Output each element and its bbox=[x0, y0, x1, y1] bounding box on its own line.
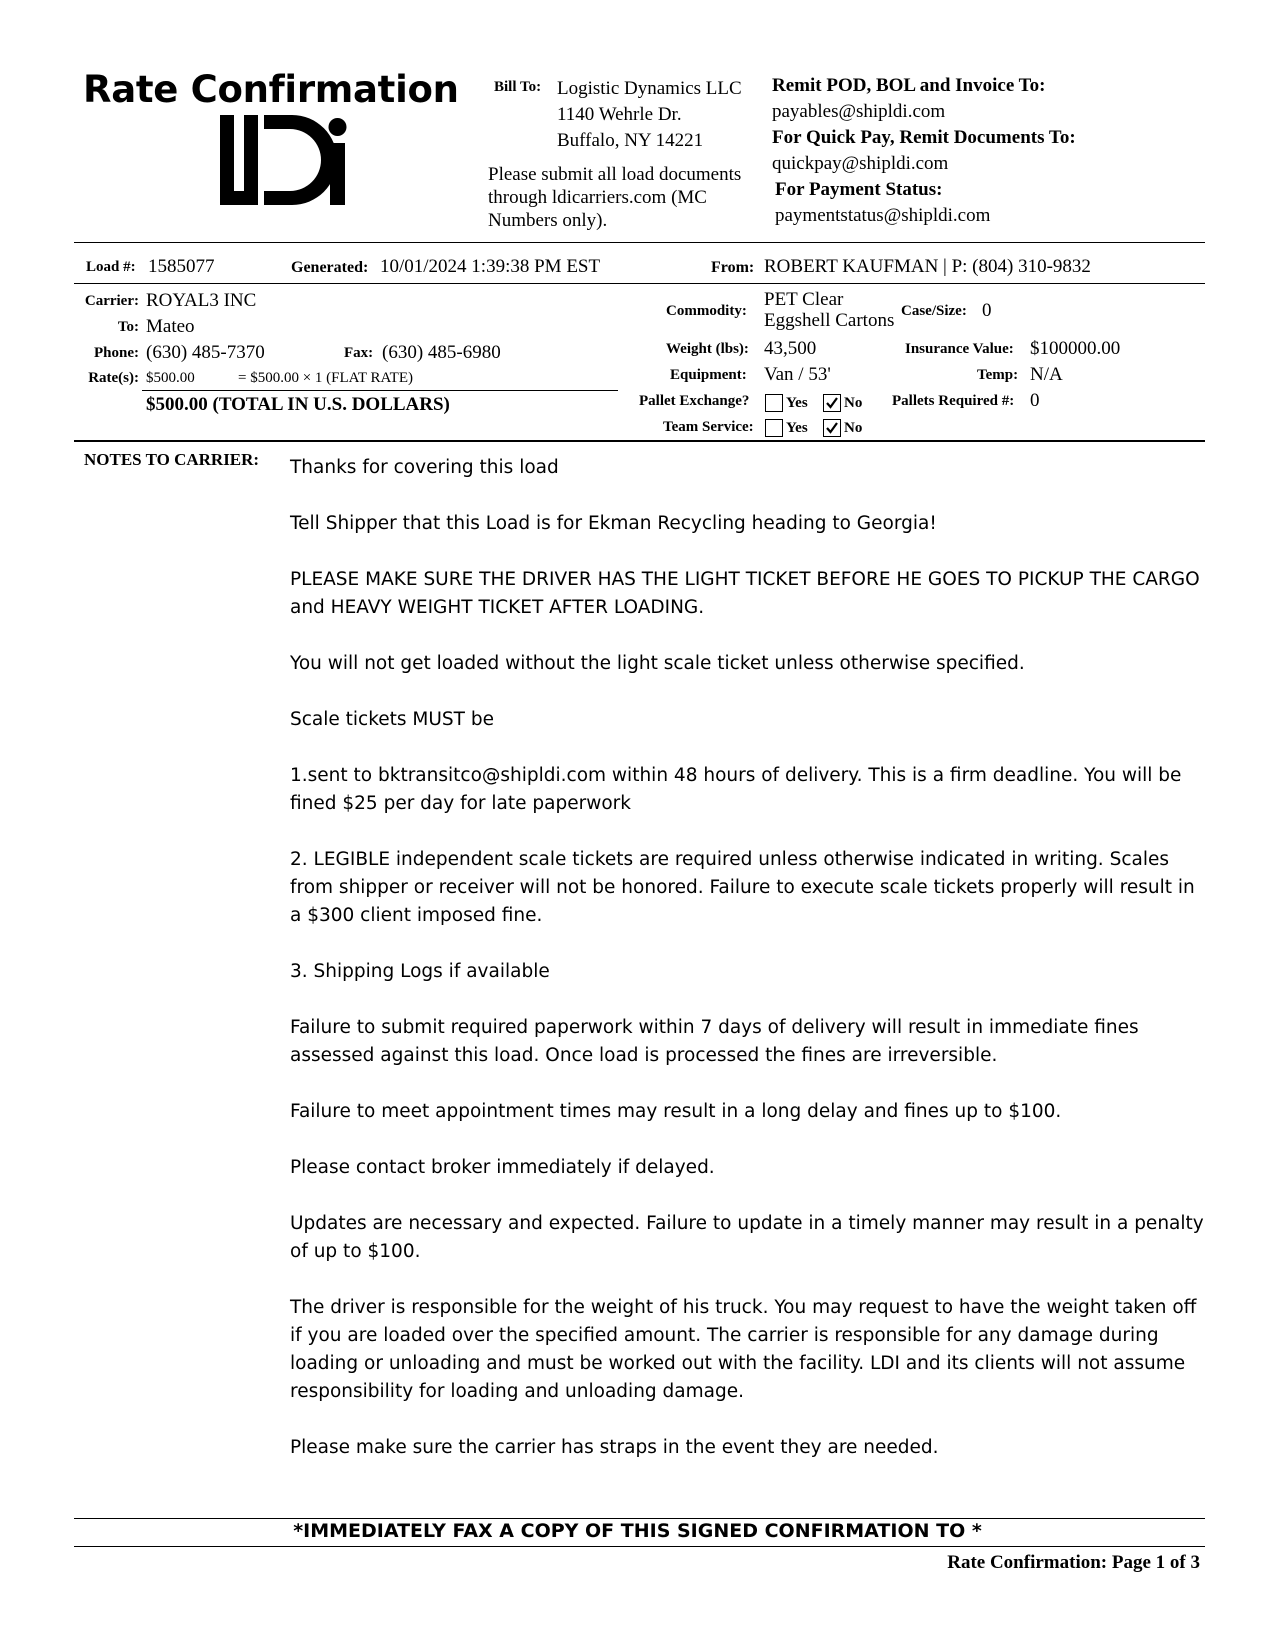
pallet-exchange-yes-checkbox[interactable] bbox=[765, 394, 783, 412]
divider-footer-top bbox=[74, 1518, 1205, 1519]
remit-email[interactable]: payables@shipldi.com bbox=[772, 101, 946, 122]
payment-status-email[interactable]: paymentstatus@shipldi.com bbox=[775, 205, 991, 226]
case-size-label: Case/Size: bbox=[901, 303, 967, 319]
pallet-exchange-no-label: No bbox=[844, 395, 863, 411]
commodity-value bbox=[764, 289, 894, 331]
equipment-value: Van / 53' bbox=[764, 364, 831, 385]
commodity-line: Eggshell Cartons bbox=[764, 310, 895, 331]
fax-notice: *IMMEDIATELY FAX A COPY OF THIS SIGNED CONFIRMATION TO * bbox=[293, 1520, 982, 1542]
generated-label: Generated: bbox=[291, 259, 369, 276]
notes-label: NOTES TO CARRIER: bbox=[84, 450, 260, 469]
divider-footer-bottom bbox=[74, 1546, 1205, 1547]
rate-formula: = $500.00 × 1 (FLAT RATE) bbox=[238, 370, 413, 386]
insurance-value: $100000.00 bbox=[1030, 338, 1121, 359]
pallets-required-value: 0 bbox=[1030, 390, 1040, 411]
payment-status-title: For Payment Status: bbox=[775, 179, 943, 200]
note-paragraph: Scale tickets MUST be bbox=[290, 709, 494, 730]
pallet-exchange-no-checkbox[interactable] bbox=[823, 394, 841, 412]
to-value: Mateo bbox=[146, 316, 195, 337]
note-paragraph: You will not get loaded without the light scale ticket unless otherwise specified. bbox=[290, 653, 1025, 674]
load-number-label: Load #: bbox=[86, 259, 136, 275]
temp-value: N/A bbox=[1030, 364, 1063, 385]
commodity-label: Commodity: bbox=[666, 303, 747, 319]
note-paragraph: Please contact broker immediately if delayed. bbox=[290, 1157, 715, 1178]
checkmark-icon bbox=[825, 396, 839, 410]
pallet-exchange-yes-label: Yes bbox=[786, 395, 808, 411]
bill-to-line: Buffalo, NY 14221 bbox=[557, 130, 704, 151]
phone-label: Phone: bbox=[94, 345, 139, 361]
remit-title: Remit POD, BOL and Invoice To: bbox=[772, 75, 1046, 96]
team-service-yes-checkbox[interactable] bbox=[765, 419, 783, 437]
team-service-no-label: No bbox=[844, 420, 863, 436]
note-paragraph: Tell Shipper that this Load is for Ekman Recycling heading to Georgia! bbox=[290, 513, 937, 534]
to-label: To: bbox=[117, 319, 139, 335]
team-service-yes-label: Yes bbox=[786, 420, 808, 436]
note-paragraph: 2. LEGIBLE independent scale tickets are required unless otherwise indicated in writing. Scales from shipper or receiver will not be honored. Failure to execute scale tickets properly will result in a $300 client imposed fine. bbox=[290, 849, 1195, 926]
fax-value: (630) 485-6980 bbox=[382, 342, 501, 363]
temp-label: Temp: bbox=[977, 367, 1019, 383]
divider-load bbox=[74, 283, 1205, 284]
load-number-value: 1585077 bbox=[148, 256, 215, 277]
note-paragraph: 1.sent to bktransitco@shipldi.com within 48 hours of delivery. This is a firm deadline. You will be fined $25 per day for late paperwork bbox=[290, 765, 1182, 814]
pallet-exchange-label: Pallet Exchange? bbox=[639, 393, 750, 409]
bill-to-label: Bill To: bbox=[494, 79, 542, 95]
carrier-value: ROYAL3 INC bbox=[146, 290, 257, 311]
fax-label: Fax: bbox=[344, 345, 374, 361]
bill-to-address bbox=[557, 76, 742, 154]
commodity-line: PET Clear bbox=[764, 289, 844, 310]
quickpay-email[interactable]: quickpay@shipldi.com bbox=[772, 153, 949, 174]
generated-value: 10/01/2024 1:39:38 PM EST bbox=[380, 256, 601, 277]
from-label: From: bbox=[711, 259, 755, 276]
note-paragraph: The driver is responsible for the weight of his truck. You may request to have the weight taken off if you are loaded over the specified amount. The carrier is responsible for any damage during loading or unloading and must be worked out with the facility. LDI and its clients will not assume responsibility for loading and unloading damage. bbox=[290, 1297, 1197, 1402]
submit-note-line: Numbers only). bbox=[488, 210, 608, 231]
submit-documents-note bbox=[488, 163, 741, 232]
equipment-label: Equipment: bbox=[670, 367, 747, 383]
team-service-no-checkbox[interactable] bbox=[823, 419, 841, 437]
divider-top bbox=[74, 242, 1205, 243]
carrier-label: Carrier: bbox=[84, 293, 139, 309]
submit-note-line: Please submit all load documents bbox=[488, 164, 742, 185]
total-amount: $500.00 (TOTAL IN U.S. DOLLARS) bbox=[146, 394, 450, 415]
note-paragraph: Failure to meet appointment times may result in a long delay and fines up to $100. bbox=[290, 1101, 1062, 1122]
divider-notes bbox=[74, 440, 1205, 442]
from-value: ROBERT KAUFMAN | P: (804) 310-9832 bbox=[764, 256, 1091, 277]
rate-underline bbox=[142, 390, 618, 391]
submit-note-line: through ldicarriers.com (MC bbox=[488, 187, 707, 208]
note-paragraph: Please make sure the carrier has straps in the event they are needed. bbox=[290, 1437, 939, 1458]
note-paragraph: 3. Shipping Logs if available bbox=[290, 961, 550, 982]
note-paragraph: PLEASE MAKE SURE THE DRIVER HAS THE LIGHT TICKET BEFORE HE GOES TO PICKUP THE CARGO and HEAVY WEIGHT TICKET AFTER LOADING. bbox=[290, 569, 1200, 618]
bill-to-line: 1140 Wehrle Dr. bbox=[557, 104, 682, 125]
weight-value: 43,500 bbox=[764, 338, 817, 359]
quickpay-title: For Quick Pay, Remit Documents To: bbox=[772, 127, 1076, 148]
case-size-value: 0 bbox=[982, 300, 992, 321]
ldi-logo bbox=[220, 115, 360, 215]
note-paragraph: Thanks for covering this load bbox=[290, 457, 559, 478]
page-indicator: Rate Confirmation: Page 1 of 3 bbox=[947, 1552, 1200, 1573]
bill-to-line: Logistic Dynamics LLC bbox=[557, 78, 742, 99]
rate-value: $500.00 bbox=[146, 370, 195, 386]
checkmark-icon bbox=[825, 421, 839, 435]
document-title: Rate Confirmation bbox=[83, 68, 459, 111]
weight-label: Weight (lbs): bbox=[666, 341, 749, 357]
notes-body bbox=[290, 454, 1205, 1490]
insurance-label: Insurance Value: bbox=[905, 341, 1014, 357]
team-service-label: Team Service: bbox=[663, 419, 754, 435]
pallets-required-label: Pallets Required #: bbox=[892, 393, 1015, 409]
note-paragraph: Updates are necessary and expected. Failure to update in a timely manner may result in a penalty of up to $100. bbox=[290, 1213, 1204, 1262]
rates-label: Rate(s): bbox=[88, 370, 139, 386]
phone-value: (630) 485-7370 bbox=[146, 342, 265, 363]
note-paragraph: Failure to submit required paperwork within 7 days of delivery will result in immediate fines assessed against this load. Once load is processed the fines are irreversible. bbox=[290, 1017, 1139, 1066]
